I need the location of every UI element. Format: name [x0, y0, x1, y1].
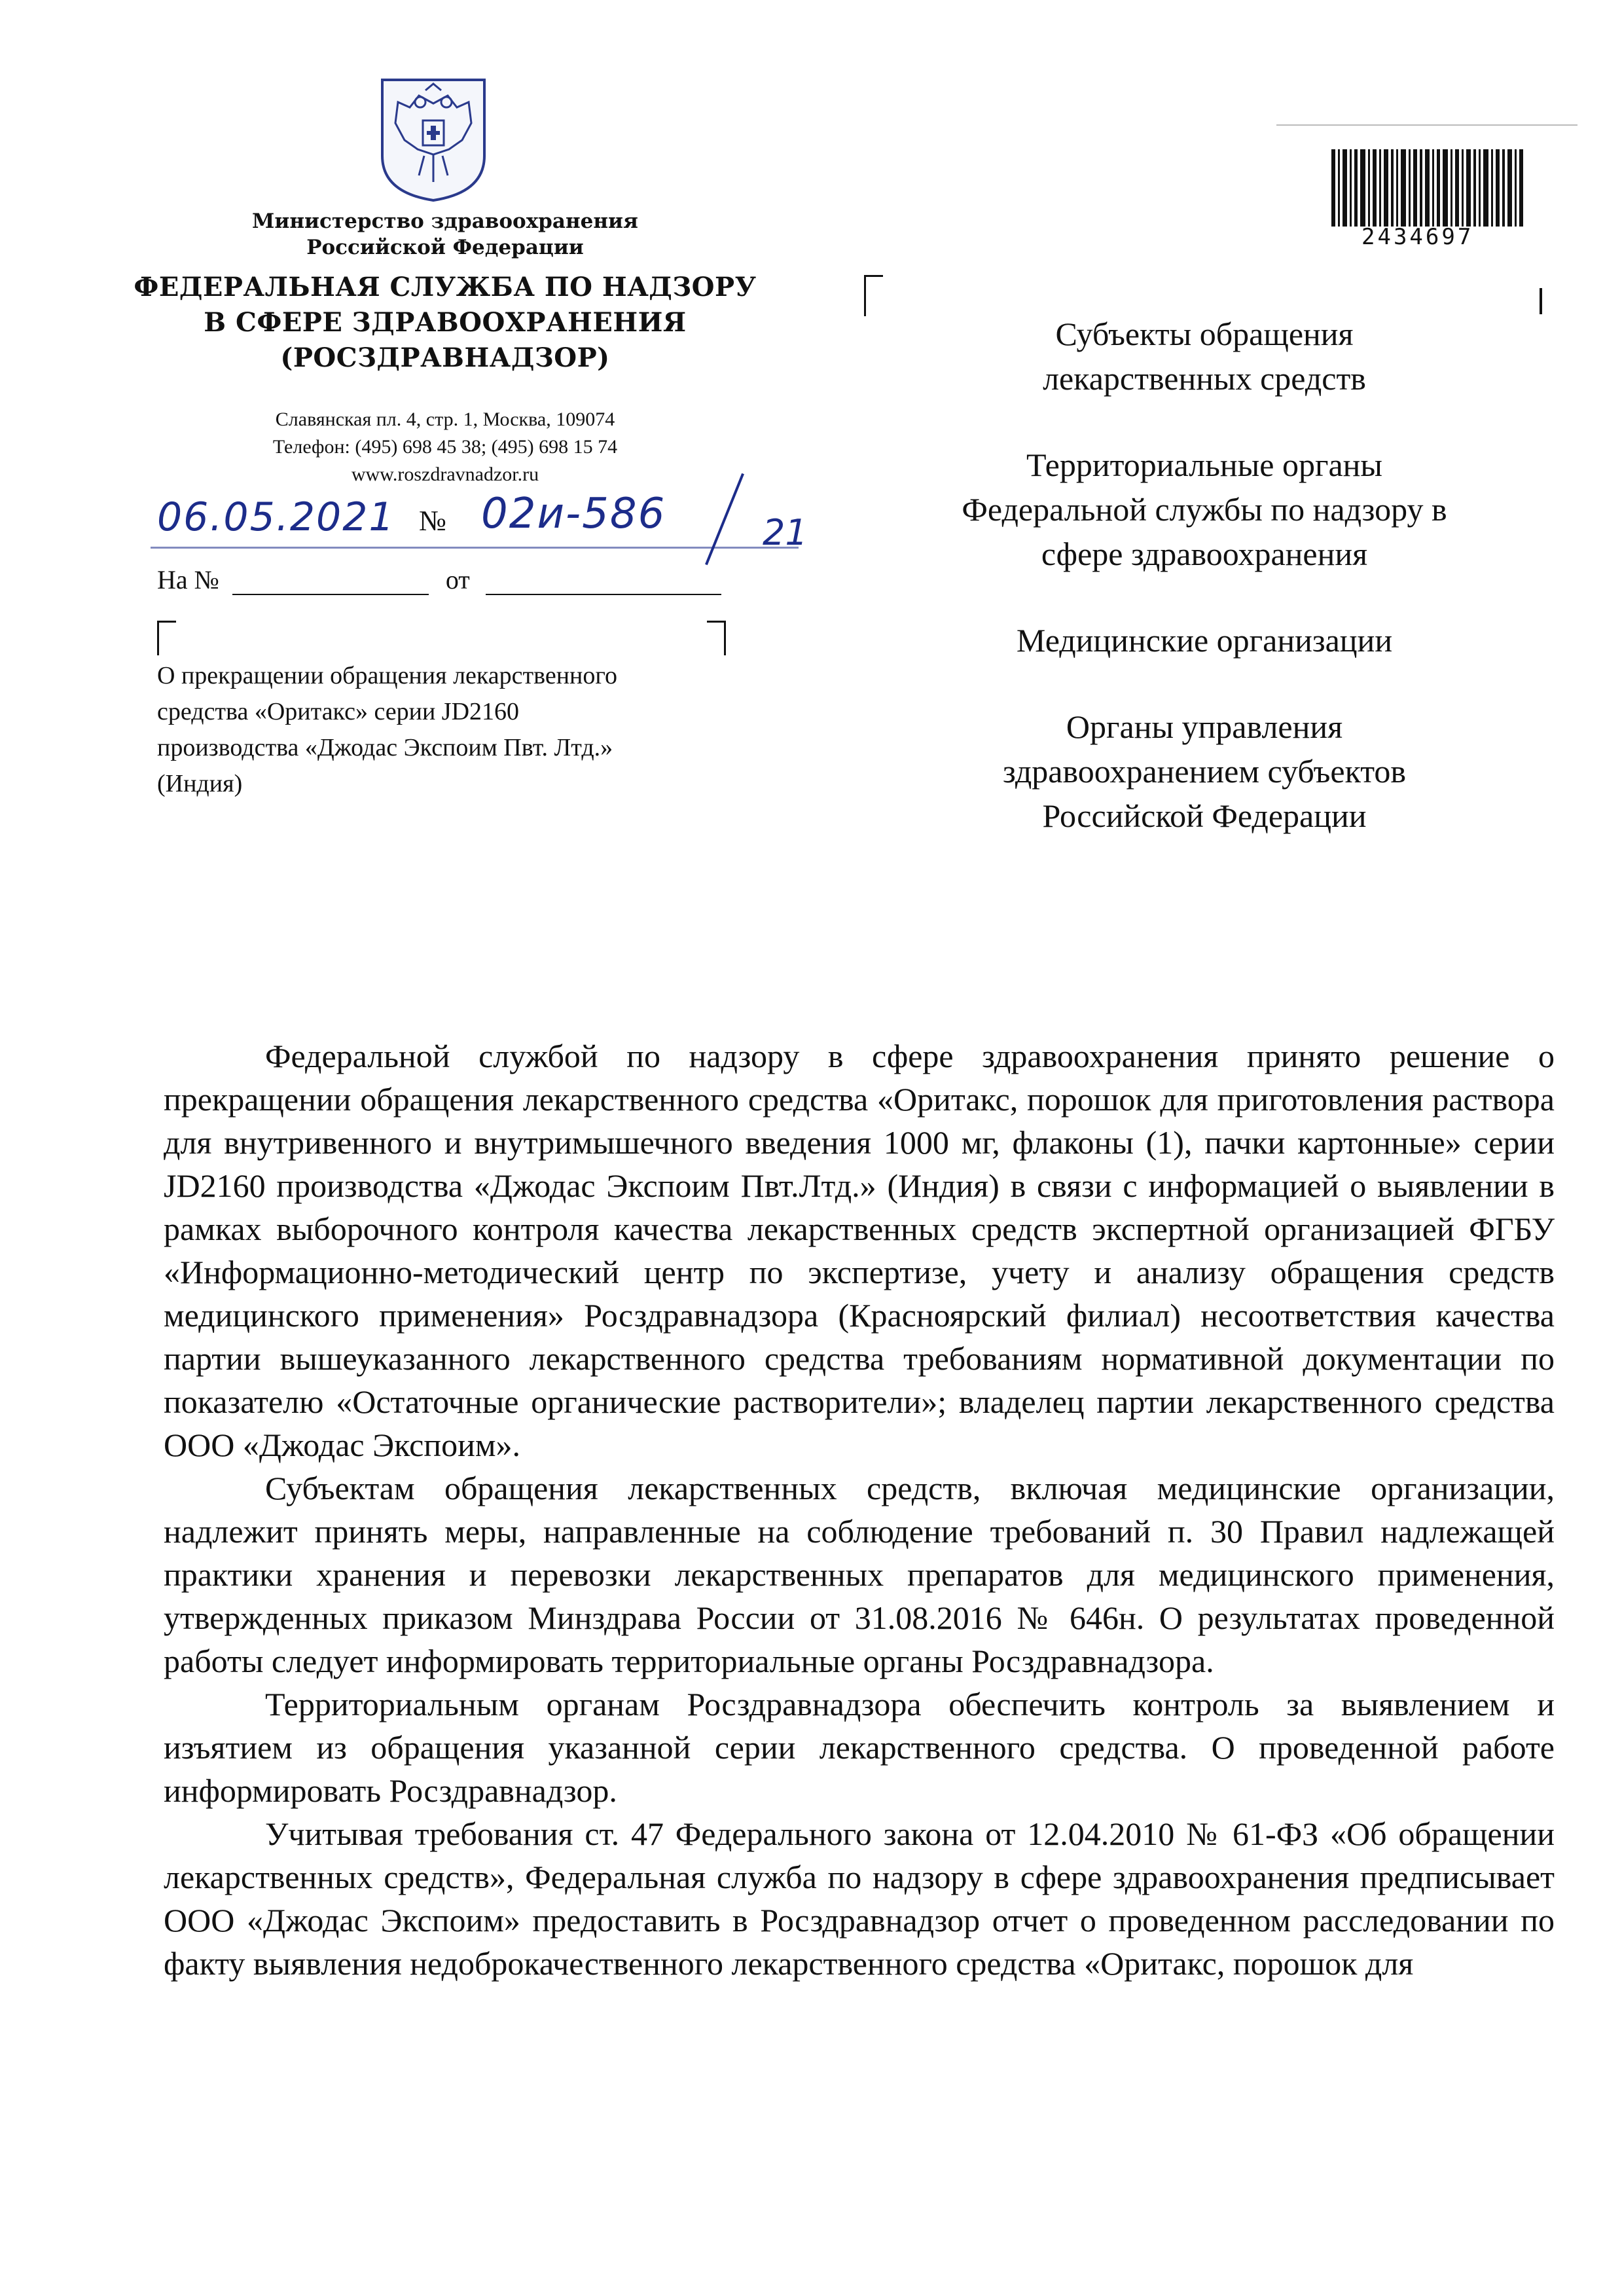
addressee-group	[877, 443, 1532, 576]
body-paragraph: Территориальным органам Росздравнадзора обеспечить контроль за выявлением и изъятием из обращения указанной серии лекарственного средства. О проведенной работе информировать Росздравнадзор.	[164, 1686, 1555, 1809]
subject-corner-right	[707, 621, 726, 655]
addressee-line: сфере здравоохранения	[1041, 536, 1368, 572]
from-label: от	[445, 565, 470, 594]
addressee-line: Органы управления	[1066, 708, 1343, 745]
in-reply-line	[157, 564, 721, 595]
subject-line: О прекращении обращения лекарственного	[157, 662, 618, 689]
addressee-line: Территориальные органы	[1026, 446, 1383, 483]
subject-line: (Индия)	[157, 770, 243, 797]
registration-underline	[151, 547, 799, 549]
service-name	[131, 270, 759, 376]
addressee-block	[877, 312, 1532, 880]
top-rule	[1276, 124, 1577, 126]
addressee-line: Субъекты обращения	[1055, 316, 1354, 352]
number-sign: №	[419, 505, 446, 537]
ministry-line: Российской Федерации	[306, 236, 584, 259]
addressee-line: здравоохранением субъектов	[1002, 753, 1407, 790]
reply-date-blank	[486, 572, 721, 595]
registration-number: 02и-586	[481, 490, 666, 538]
body-paragraph: Субъектам обращения лекарственных средств, включая медицинские организации, надлежит принять меры, направленные на соблюдение требований п. 30 Правил надлежащей практики хранения и перевозки лекарственных препаратов для медицинского применения, утвержденных приказом Минздрава России от 31.08.2016 № 646н. О результатах проведенной работы следует информировать территориальные органы Росздравнадзора.	[164, 1470, 1555, 1679]
letter-subject	[157, 658, 746, 802]
letter-body	[164, 1034, 1555, 1985]
addressee-group	[877, 704, 1532, 838]
phone-numbers: Телефон: (495) 698 45 38; (495) 698 15 74	[272, 436, 618, 458]
registration-date: 06.05.2021	[157, 494, 395, 540]
ministry-name	[196, 208, 694, 261]
subject-line: производства «Джодас Экспоим Пвт. Лтд.»	[157, 734, 613, 761]
in-reply-label: На №	[157, 565, 219, 594]
reply-number-blank	[232, 572, 429, 595]
body-paragraph: Учитывая требования ст. 47 Федерального закона от 12.04.2010 № 61-ФЗ «Об обращении лекарственных средств», Федеральная служба по надзору в сфере здравоохранения предписывает ООО «Джодас Экспоим» предоставить в Росздравнадзор отчет о проведенном расследовании по факту выявления недоброкачественного лекарственного средства «Оритакс, порошок для	[164, 1815, 1555, 1982]
body-paragraph: Федеральной службой по надзору в сфере здравоохранения принято решение о прекращении обращения лекарственного средства «Оритакс, порошок для приготовления раствора для внутривенного и внутримышечного введения 1000 мг, флаконы (1), пачки картонные» серии JD2160 производства «Джодас Экспоим Пвт.Лтд.» (Индия) в связи с информацией о выявлении в рамках выборочного контроля качества лекарственных средств экспертной организацией ФГБУ «Информационно-методический центр по экспертизе, учету и анализу обращения средств медицинского применения» Росздравнадзора (Красноярский филиал) несоответствия качества партии вышеуказанного лекарственного средства требованиям нормативной документации по показателю «Остаточные органические растворители»; владелец партии лекарственного средства ООО «Джодас Экспоим».	[164, 1038, 1555, 1463]
addressee-line: Федеральной службы по надзору в	[962, 491, 1447, 528]
addressee-corner-right	[1540, 288, 1542, 314]
addressee-group	[877, 618, 1532, 663]
ministry-line: Министерство здравоохранения	[252, 210, 638, 233]
contact-block	[164, 406, 727, 488]
addressee-corner-left	[864, 275, 883, 316]
addressee-line: Российской Федерации	[1042, 797, 1367, 834]
service-line: ФЕДЕРАЛЬНАЯ СЛУЖБА ПО НАДЗОРУ	[134, 272, 757, 302]
postal-address: Славянская пл. 4, стр. 1, Москва, 109074	[275, 409, 615, 430]
coat-of-arms-emblem	[378, 77, 488, 203]
website: www.roszdravnadzor.ru	[351, 464, 539, 485]
subject-line: средства «Оритакс» серии JD2160	[157, 698, 520, 725]
subject-corner-left	[157, 621, 176, 655]
addressee-line: лекарственных средств	[1043, 360, 1366, 397]
addressee-line: Медицинские организации	[1016, 622, 1393, 659]
barcode	[1329, 149, 1525, 227]
barcode-number: 2434697	[1361, 224, 1474, 250]
addressee-group	[877, 312, 1532, 401]
registration-year-suffix: 21	[763, 512, 808, 553]
service-line: В СФЕРЕ ЗДРАВООХРАНЕНИЯ	[204, 307, 687, 338]
service-line: (РОСЗДРАВНАДЗОР)	[280, 342, 610, 373]
